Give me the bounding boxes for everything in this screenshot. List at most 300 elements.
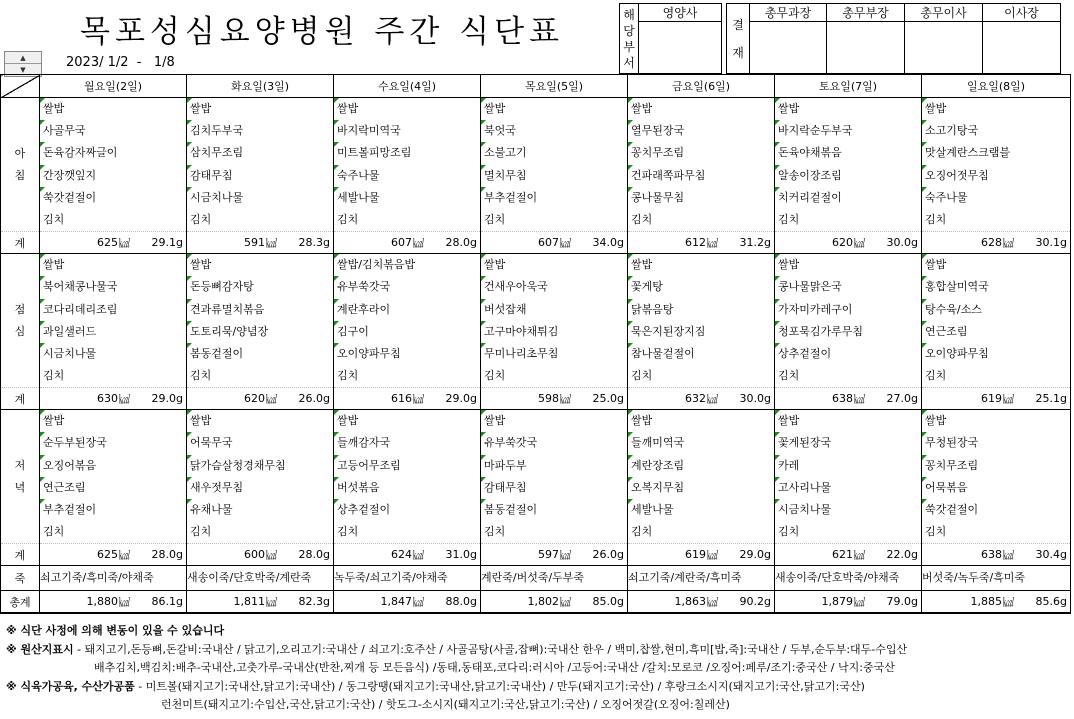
kcal-value: 597 <box>538 548 560 562</box>
menu-item: 쌀밥 <box>334 98 480 120</box>
menu-item: 김치 <box>484 212 506 226</box>
menu-item: 바지락미역국 <box>334 120 480 142</box>
juk-row <box>1 566 1071 591</box>
kcal-value: 1,879 <box>821 595 854 609</box>
origin-text-2: 배추김치,백김치:배추-국내산,고춧가루-국내산(반찬,찌개 등 모든음식) /동태,동태포,코다리:러시아 /고등어:국내산 /갈치:모로코 /오징어:페루/조기:중국산 / 낙지:중국산 <box>94 661 895 674</box>
menu-item: 순두부된장국 <box>40 432 186 454</box>
processed-label: ※ 식육가공육, 수산가공품 <box>6 679 135 693</box>
kcal-value: 616 <box>391 392 413 406</box>
role-3: 총무이사 <box>905 4 983 22</box>
menu-item: 소불고기 <box>481 142 627 164</box>
kcal-unit: ㎉ <box>119 236 131 250</box>
menu-item: 김치 <box>631 212 653 226</box>
total-cell <box>922 388 1071 410</box>
kcal-value: 638 <box>832 392 854 406</box>
menu-item: 북어채콩나물국 <box>40 276 186 298</box>
menu-item: 홍합살미역국 <box>922 276 1070 298</box>
menu-cell <box>628 410 775 544</box>
menu-cell <box>481 254 628 388</box>
menu-cell <box>628 254 775 388</box>
dept-head-label: 영양사 <box>639 4 722 22</box>
spinner-down-icon[interactable]: ▼ <box>20 66 26 74</box>
menu-item: 묵은지된장지짐 <box>628 321 774 343</box>
menu-item: 오징어젓무침 <box>922 165 1070 187</box>
menu-item: 쌀밥 <box>187 254 333 276</box>
day-header: 수요일(4일) <box>334 75 481 98</box>
day-header: 월요일(2일) <box>40 75 187 98</box>
gram-unit: g <box>323 548 330 562</box>
total-cell <box>40 388 187 410</box>
menu-cell <box>334 98 481 232</box>
meal-total-row <box>1 232 1071 254</box>
menu-cell <box>922 254 1071 388</box>
sign-box-dept <box>639 22 722 74</box>
origin-label: ※ 원산지표시 <box>6 642 74 656</box>
menu-cell <box>187 254 334 388</box>
kcal-value: 612 <box>685 236 707 250</box>
gram-unit: g <box>470 236 477 250</box>
menu-item: 계란후라이 <box>334 299 480 321</box>
menu-item: 쌀밥 <box>187 98 333 120</box>
menu-item: 쌀밥 <box>334 410 480 432</box>
menu-item: 숙주나물 <box>922 187 1070 209</box>
menu-item: 마파두부 <box>481 455 627 477</box>
total-cell <box>481 388 628 410</box>
menu-item: 소고기탕국 <box>922 120 1070 142</box>
corner-cell <box>1 75 40 98</box>
menu-item: 북엇국 <box>481 120 627 142</box>
total-cell <box>922 544 1071 566</box>
processed-text-1: - 미트볼(돼지고기:국내산,닭고기:국내산) / 동그랑땡(돼지고기:국내산,닭고기:국내산) / 만두(돼지고기:국산) / 후랑크소시지(돼지고기:국산,닭고기:국산) <box>134 679 865 693</box>
menu-table <box>0 74 1071 614</box>
sign-box-3 <box>905 22 983 74</box>
kcal-value: 624 <box>391 548 413 562</box>
menu-item: 김치 <box>43 525 65 539</box>
menu-item: 김치 <box>484 369 506 383</box>
menu-cell <box>334 254 481 388</box>
juk-cell: 쇠고기죽/계란죽/흑미죽 <box>628 566 775 591</box>
kcal-value: 607 <box>391 236 413 250</box>
protein-value: 26.0 <box>592 548 618 562</box>
gram-unit: g <box>911 392 918 406</box>
gram-unit: g <box>911 548 918 562</box>
kcal-unit: ㎉ <box>1003 236 1015 250</box>
protein-value: 28.0 <box>151 548 177 562</box>
protein-value: 82.3 <box>298 595 324 609</box>
menu-item: 버섯잡채 <box>481 299 627 321</box>
menu-item: 간장깻잎지 <box>40 165 186 187</box>
gram-unit: g <box>764 236 771 250</box>
total-cell <box>334 591 481 614</box>
menu-item: 세발나물 <box>628 499 774 521</box>
menu-cell <box>775 410 922 544</box>
menu-item: 부추겉절이 <box>40 499 186 521</box>
spinner-up-icon[interactable]: ▲ <box>5 52 41 64</box>
protein-value: 30.0 <box>739 392 765 406</box>
approval-side-label: 결 재 <box>727 4 750 74</box>
menu-item: 미트볼피망조림 <box>334 142 480 164</box>
protein-value: 28.0 <box>298 548 324 562</box>
menu-item: 유채나물 <box>187 499 333 521</box>
menu-item: 김치 <box>925 525 947 539</box>
menu-cell <box>775 98 922 232</box>
menu-item: 콩나물맑은국 <box>775 276 921 298</box>
menu-cell <box>187 98 334 232</box>
menu-item: 과일샐러드 <box>40 321 186 343</box>
menu-item: 치커리겉절이 <box>775 187 921 209</box>
kcal-unit: ㎉ <box>560 548 572 562</box>
role-4: 이사장 <box>983 4 1061 22</box>
kcal-value: 607 <box>538 236 560 250</box>
menu-item: 삼치무조림 <box>187 142 333 164</box>
menu-cell <box>40 410 187 544</box>
gram-unit: g <box>470 595 477 609</box>
menu-item: 꽁치무조림 <box>628 142 774 164</box>
total-cell <box>40 544 187 566</box>
total-cell <box>187 232 334 254</box>
menu-item: 도토리묵/양념장 <box>187 321 333 343</box>
menu-item: 꽃게탕 <box>628 276 774 298</box>
meal-row <box>1 254 1071 388</box>
menu-item: 청포묵김가루무침 <box>775 321 921 343</box>
menu-item: 오이양파무침 <box>334 343 480 365</box>
total-cell <box>628 232 775 254</box>
menu-item: 유부쑥갓국 <box>334 276 480 298</box>
total-cell <box>334 544 481 566</box>
menu-item: 김치 <box>337 369 359 383</box>
menu-item: 김치두부국 <box>187 120 333 142</box>
menu-item: 숙주나물 <box>334 165 480 187</box>
dept-side-label: 해 당 부 서 <box>620 4 639 74</box>
kcal-unit: ㎉ <box>854 236 866 250</box>
protein-value: 29.0 <box>151 392 177 406</box>
gram-unit: g <box>617 548 624 562</box>
gram-unit: g <box>764 595 771 609</box>
notice-line: ※ 식단 사정에 의해 변동이 있을 수 있습니다 <box>6 624 225 637</box>
menu-item: 감태무침 <box>481 477 627 499</box>
total-cell <box>775 388 922 410</box>
juk-cell: 새송이죽/단호박죽/야채죽 <box>775 566 922 591</box>
menu-item: 쌀밥 <box>40 98 186 120</box>
menu-item: 고구마야채튀김 <box>481 321 627 343</box>
menu-item: 돈육야채볶음 <box>775 142 921 164</box>
kcal-unit: ㎉ <box>707 236 719 250</box>
menu-cell <box>481 410 628 544</box>
kcal-unit: ㎉ <box>1003 392 1015 406</box>
kcal-value: 619 <box>685 548 707 562</box>
menu-item: 들깨미역국 <box>628 432 774 454</box>
protein-value: 29.0 <box>739 548 765 562</box>
menu-cell <box>922 98 1071 232</box>
grand-total-row <box>1 591 1071 614</box>
menu-item: 봄동겉절이 <box>187 343 333 365</box>
total-cell <box>775 591 922 614</box>
total-cell <box>187 544 334 566</box>
day-header: 화요일(3일) <box>187 75 334 98</box>
total-cell <box>334 388 481 410</box>
date-range: 2023/ 1/2 - 1/8 <box>66 55 175 70</box>
kcal-unit: ㎉ <box>854 392 866 406</box>
kcal-value: 620 <box>244 392 266 406</box>
menu-item: 새우젓무침 <box>187 477 333 499</box>
gram-unit: g <box>176 548 183 562</box>
kcal-value: 600 <box>244 548 266 562</box>
kcal-unit: ㎉ <box>119 392 131 406</box>
day-header: 금요일(6일) <box>628 75 775 98</box>
kcal-value: 621 <box>832 548 854 562</box>
gram-unit: g <box>323 392 330 406</box>
menu-item: 김치 <box>43 212 65 226</box>
total-cell <box>922 591 1071 614</box>
menu-item: 사골무국 <box>40 120 186 142</box>
row-label: 총계 <box>1 591 40 614</box>
protein-value: 28.3 <box>298 236 324 250</box>
menu-item: 건파래쪽파무침 <box>628 165 774 187</box>
menu-cell <box>40 254 187 388</box>
protein-value: 30.1 <box>1035 236 1061 250</box>
menu-item: 김치 <box>190 212 212 226</box>
meal-total-row <box>1 544 1071 566</box>
kcal-unit: ㎉ <box>854 548 866 562</box>
gram-unit: g <box>176 392 183 406</box>
juk-cell: 쇠고기죽/흑미죽/야채죽 <box>40 566 187 591</box>
menu-item: 무미나리초무침 <box>481 343 627 365</box>
menu-item: 김치 <box>190 369 212 383</box>
protein-value: 90.2 <box>739 595 765 609</box>
menu-item: 알송이장조림 <box>775 165 921 187</box>
menu-item: 맛살계란스크램블 <box>922 142 1070 164</box>
menu-item: 시금치나물 <box>40 343 186 365</box>
row-label: 죽 <box>1 566 40 591</box>
total-cell <box>187 388 334 410</box>
total-cell <box>481 591 628 614</box>
meal-row <box>1 98 1071 232</box>
menu-item: 김치 <box>778 525 800 539</box>
meal-label: 아 침 <box>1 98 40 232</box>
menu-item: 건새우아욱국 <box>481 276 627 298</box>
sign-box-1 <box>750 22 827 74</box>
origin-text-1: - 돼지고기,돈등뼈,돈갈비:국내산 / 닭고기,오리고기:국내산 / 쇠고기:호주산 / 사골곰탕(사골,잡뼈):국내산 한우 / 백미,찹쌀,현미,흑미[밥,죽]:국내산 / 두부,순두부:대두-수입산 <box>73 642 908 656</box>
kcal-value: 598 <box>538 392 560 406</box>
menu-cell <box>334 410 481 544</box>
menu-item: 쌀밥 <box>922 98 1070 120</box>
meal-row <box>1 410 1071 544</box>
menu-item: 닭볶음탕 <box>628 299 774 321</box>
role-1: 총무과장 <box>750 4 827 22</box>
kcal-value: 591 <box>244 236 266 250</box>
total-cell <box>40 232 187 254</box>
gram-unit: g <box>617 392 624 406</box>
protein-value: 31.2 <box>739 236 765 250</box>
menu-item: 부추겉절이 <box>481 187 627 209</box>
gram-unit: g <box>1060 392 1067 406</box>
total-cell <box>775 544 922 566</box>
menu-item: 닭가슴살청경채무침 <box>187 455 333 477</box>
menu-item: 무청된장국 <box>922 432 1070 454</box>
kcal-unit: ㎉ <box>560 392 572 406</box>
menu-item: 참나물겉절이 <box>628 343 774 365</box>
juk-cell: 녹두죽/쇠고기죽/야채죽 <box>334 566 481 591</box>
menu-item: 오복지무침 <box>628 477 774 499</box>
menu-cell <box>775 254 922 388</box>
total-cell <box>481 232 628 254</box>
gram-unit: g <box>911 236 918 250</box>
menu-item: 쌀밥 <box>628 410 774 432</box>
menu-item: 쌀밥/김치볶음밥 <box>334 254 480 276</box>
gram-unit: g <box>323 595 330 609</box>
menu-item: 꽃게된장국 <box>775 432 921 454</box>
menu-item: 쌀밥 <box>775 410 921 432</box>
menu-item: 김치 <box>778 369 800 383</box>
page-title: 목포성심요양병원 주간 식단표 <box>80 14 565 50</box>
gram-unit: g <box>470 392 477 406</box>
meal-label: 저 녁 <box>1 410 40 544</box>
menu-item: 김구이 <box>334 321 480 343</box>
kcal-value: 1,811 <box>233 595 266 609</box>
menu-item: 버섯볶음 <box>334 477 480 499</box>
menu-item: 연근조림 <box>40 477 186 499</box>
menu-item: 김치 <box>925 212 947 226</box>
notes <box>6 622 907 715</box>
menu-item: 가자미카레구이 <box>775 299 921 321</box>
protein-value: 25.0 <box>592 392 618 406</box>
menu-item: 쌀밥 <box>481 410 627 432</box>
kcal-value: 1,863 <box>674 595 707 609</box>
gram-unit: g <box>176 595 183 609</box>
kcal-unit: ㎉ <box>266 236 278 250</box>
menu-item: 콩나물무침 <box>628 187 774 209</box>
gram-unit: g <box>470 548 477 562</box>
protein-value: 29.0 <box>445 392 471 406</box>
protein-value: 25.1 <box>1035 392 1061 406</box>
total-cell <box>481 544 628 566</box>
row-label: 계 <box>1 388 40 410</box>
kcal-value: 638 <box>981 548 1003 562</box>
total-cell <box>40 591 187 614</box>
gram-unit: g <box>617 236 624 250</box>
total-cell <box>187 591 334 614</box>
gram-unit: g <box>1060 595 1067 609</box>
menu-item: 쌀밥 <box>775 254 921 276</box>
menu-item: 쌀밥 <box>628 98 774 120</box>
kcal-unit: ㎉ <box>413 236 425 250</box>
kcal-value: 1,847 <box>380 595 413 609</box>
menu-item: 김치 <box>43 369 65 383</box>
header-row <box>1 75 1071 98</box>
menu-item: 멸치무침 <box>481 165 627 187</box>
kcal-value: 1,802 <box>527 595 560 609</box>
protein-value: 29.1 <box>151 236 177 250</box>
menu-item: 쑥갓겉절이 <box>40 187 186 209</box>
sign-box-4 <box>983 22 1061 74</box>
juk-cell: 버섯죽/녹두죽/흑미죽 <box>922 566 1071 591</box>
menu-item: 쌀밥 <box>922 254 1070 276</box>
protein-value: 30.0 <box>886 236 912 250</box>
menu-item: 김치 <box>925 369 947 383</box>
day-header: 토요일(7일) <box>775 75 922 98</box>
protein-value: 85.0 <box>592 595 618 609</box>
kcal-unit: ㎉ <box>560 595 572 609</box>
total-cell <box>775 232 922 254</box>
gram-unit: g <box>176 236 183 250</box>
menu-cell <box>481 98 628 232</box>
protein-value: 34.0 <box>592 236 618 250</box>
menu-item: 어묵볶음 <box>922 477 1070 499</box>
total-cell <box>628 591 775 614</box>
menu-item: 어묵무국 <box>187 432 333 454</box>
kcal-unit: ㎉ <box>119 548 131 562</box>
protein-value: 79.0 <box>886 595 912 609</box>
menu-item: 김치 <box>190 525 212 539</box>
protein-value: 26.0 <box>298 392 324 406</box>
kcal-value: 628 <box>981 236 1003 250</box>
menu-item: 계란장조림 <box>628 455 774 477</box>
kcal-value: 632 <box>685 392 707 406</box>
kcal-value: 625 <box>97 236 119 250</box>
kcal-unit: ㎉ <box>707 548 719 562</box>
menu-item: 카레 <box>775 455 921 477</box>
menu-item: 돈육감자짜글이 <box>40 142 186 164</box>
menu-item: 탕수육/소스 <box>922 299 1070 321</box>
menu-item: 세발나물 <box>334 187 480 209</box>
menu-item: 쌀밥 <box>481 254 627 276</box>
menu-item: 쌀밥 <box>922 410 1070 432</box>
day-header: 일요일(8일) <box>922 75 1071 98</box>
menu-item: 견과류멸치볶음 <box>187 299 333 321</box>
total-cell <box>628 388 775 410</box>
kcal-unit: ㎉ <box>707 595 719 609</box>
menu-item: 열무된장국 <box>628 120 774 142</box>
menu-item: 유부쑥갓국 <box>481 432 627 454</box>
total-cell <box>922 232 1071 254</box>
gram-unit: g <box>764 548 771 562</box>
kcal-unit: ㎉ <box>854 595 866 609</box>
menu-item: 쌀밥 <box>775 98 921 120</box>
approval-box <box>619 3 1061 74</box>
meal-label: 점 심 <box>1 254 40 388</box>
kcal-value: 620 <box>832 236 854 250</box>
menu-item: 김치 <box>337 525 359 539</box>
menu-item: 꽁치무조림 <box>922 455 1070 477</box>
total-cell <box>628 544 775 566</box>
menu-item: 쌀밥 <box>481 98 627 120</box>
gram-unit: g <box>1060 548 1067 562</box>
protein-value: 22.0 <box>886 548 912 562</box>
kcal-unit: ㎉ <box>266 548 278 562</box>
protein-value: 88.0 <box>445 595 471 609</box>
kcal-unit: ㎉ <box>1003 595 1015 609</box>
kcal-unit: ㎉ <box>119 595 131 609</box>
menu-item: 쌀밥 <box>187 410 333 432</box>
row-label: 계 <box>1 544 40 566</box>
menu-item: 고등어무조림 <box>334 455 480 477</box>
gram-unit: g <box>911 595 918 609</box>
kcal-unit: ㎉ <box>413 595 425 609</box>
menu-item: 코다리데리조림 <box>40 299 186 321</box>
menu-item: 오징어볶음 <box>40 455 186 477</box>
menu-item: 돈등뼈감자탕 <box>187 276 333 298</box>
row-label: 계 <box>1 232 40 254</box>
menu-item: 김치 <box>631 525 653 539</box>
kcal-value: 1,885 <box>970 595 1003 609</box>
menu-item: 감태무침 <box>187 165 333 187</box>
gram-unit: g <box>323 236 330 250</box>
menu-item: 고사리나물 <box>775 477 921 499</box>
menu-cell <box>922 410 1071 544</box>
protein-value: 85.6 <box>1035 595 1061 609</box>
menu-item: 봄동겉절이 <box>481 499 627 521</box>
kcal-unit: ㎉ <box>707 392 719 406</box>
